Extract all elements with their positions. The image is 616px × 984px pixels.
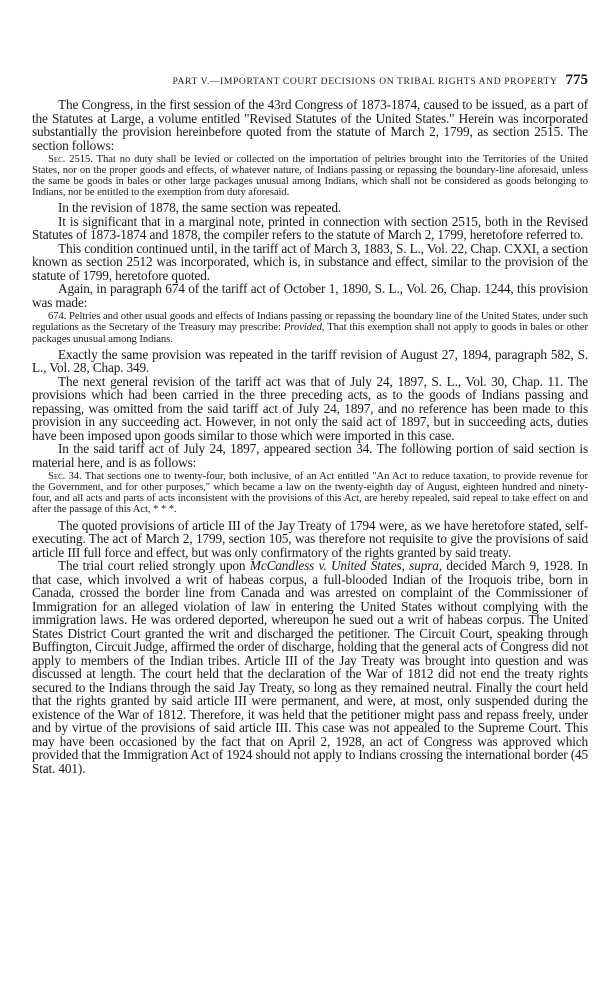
paragraph-tariff-1894: Exactly the same provision was repeated in the tariff revision of August 27, 1894, paragraph 582, S. L., Vol. 28, Chap. 349. — [32, 346, 588, 376]
section-text: That sections one to twenty-four, both inclusive, of an Act entitled "An Act to reduce taxation, to provide revenue for the Government, and for other purposes," which became a law on the twenty-eighth day of August, eighteen hundred and ninety-four, and all acts and parts of acts inconsistent with the provisions of this Act, are hereby repealed, said repeal to take effect on and after the passage of this Act, * * *. — [32, 471, 588, 516]
quote-text: 674. Peltries and other usual goods and effects of Indians passing or repassing the boundary line of the United States, under such regulations as the Secretary of the Treasury may prescribe: — [32, 311, 588, 334]
paragraph-text-rest: decided March 9, 1928. In that case, which involved a writ of habeas corpus, a full-blooded Indian of the Iroquois tribe, born in Canada, crossed the border line from Canada and was arrested on complaint of the Commissioner of Immigration for an alleged violation of law in entering the United States without complying with the immigration laws. He was ordered deported, whereupon he sued out a writ of habeas corpus. The United States District Court granted the writ and discharged the petitioner. The Circuit Court, speaking through Buffington, Circuit Judge, affirmed the order of discharge, holding that the general acts of Congress did not apply to members of the Indian tribes. Article III of the Jay Treaty was brought into question and was discussed at length. The court held that the declaration of the War of 1812 did not end the treaty rights secured to the Indians through the said Jay Treaty, so long as they remained neutral. Finally the court held that the rights granted by said article III were permanent, and were, at most, only suspended during the existence of the War of 1812. Therefore, it was held that the petitioner might pass and repass freely, under and by virtue of the provisions of said article III. This case was not appealed to the Supreme Court. This may have been occasioned by the fact that on April 2, 1928, an act of Congress was approved which provided that the Immigration Act of 1924 should not apply to Indians crossing the international border (45 Stat. 401). — [32, 558, 589, 776]
header-title: PART V.—IMPORTANT COURT DECISIONS ON TRIBAL RIGHTS AND PROPERTY — [172, 76, 558, 87]
paragraph-mccandless — [32, 559, 588, 775]
paragraph-text: The trial court relied strongly upon — [58, 558, 250, 574]
paragraph-marginal-note: It is significant that in a marginal note, printed in connection with section 2515, both in the Revised Statutes of 1873-1874 and 1878, the compiler refers to the statute of March 2, 1799, heretofore referred to. — [32, 213, 588, 243]
paragraph-tariff-1883: This condition continued until, in the tariff act of March 3, 1883, S. L., Vol. 22, Chap. CXXI, a section known as section 2512 was incorporated, which is, in substance and effect, similar to the provision of the statute of 1799, heretofore quoted. — [32, 240, 588, 283]
paragraph-tariff-1890: Again, in paragraph 674 of the tariff act of October 1, 1890, S. L., Vol. 26, Chap. 1244, this provision was made: — [32, 281, 588, 310]
quote-text-end: That this exemption shall not apply to goods in bales or other packages unusual among Indians. — [32, 322, 589, 345]
quoted-paragraph-674 — [32, 311, 588, 344]
case-citation: McCandless v. United States, supra, — [249, 558, 442, 574]
paragraph-jay-treaty: The quoted provisions of article III of the Jay Treaty of 1794 were, as we have heretofore stated, self-executing. The act of March 2, 1799, section 105, was therefore not requisite to give the provisions of said article III full force and effect, but was only confirmatory of the rights granted by said treaty. — [32, 517, 588, 560]
paragraph-revised-statutes: The Congress, in the first session of the 43rd Congress of 1873-1874, caused to be issued, as a part of the Statutes at Large, a volume entitled "Revised Statutes of the United States." Herein was incorporated substantially the provision hereinbefore quoted from the statute of March 2, 1799, as section 2515. The section follows: — [32, 97, 588, 153]
section-label: Sec. 2515. — [48, 154, 93, 165]
running-header — [32, 72, 588, 90]
paragraph-revision-1878: In the revision of 1878, the same section was repeated. — [58, 200, 342, 216]
section-label: Sec. 34. — [48, 471, 82, 483]
quoted-section-34 — [32, 471, 588, 515]
paragraph-tariff-1897: The next general revision of the tariff act was that of July 24, 1897, S. L., Vol. 30, Chap. 11. The provisions which had been carried in the three preceding acts, as to the goods of Indians passing and repassing, was omitted from the said tariff act of July 24, 1897, and no reference has been made to this provision in any succeeding act. However, in not only the said act of 1897, but in succeeding acts, duties have been imposed upon goods similar to those which were imported in this case. — [32, 373, 588, 443]
page-number: 775 — [565, 72, 588, 88]
section-text: That no duty shall be levied or collected on the importation of peltries brought into the Territories of the United States, nor on the proper goods and effects, of whatever nature, of Indians passing or repassing the boundary-line aforesaid, unless the same be goods in bales or other large packages unusual among Indians, which shall not be considered as goods belonging to Indians, nor be entitled to the exemption from duty aforesaid. — [32, 154, 588, 199]
quoted-section-2515 — [32, 154, 588, 198]
paragraph-section-34-intro: In the said tariff act of July 24, 1897, appeared section 34. The following portion of said section is material here, and is as follows: — [32, 441, 588, 470]
quote-proviso: Provided, — [283, 322, 325, 334]
